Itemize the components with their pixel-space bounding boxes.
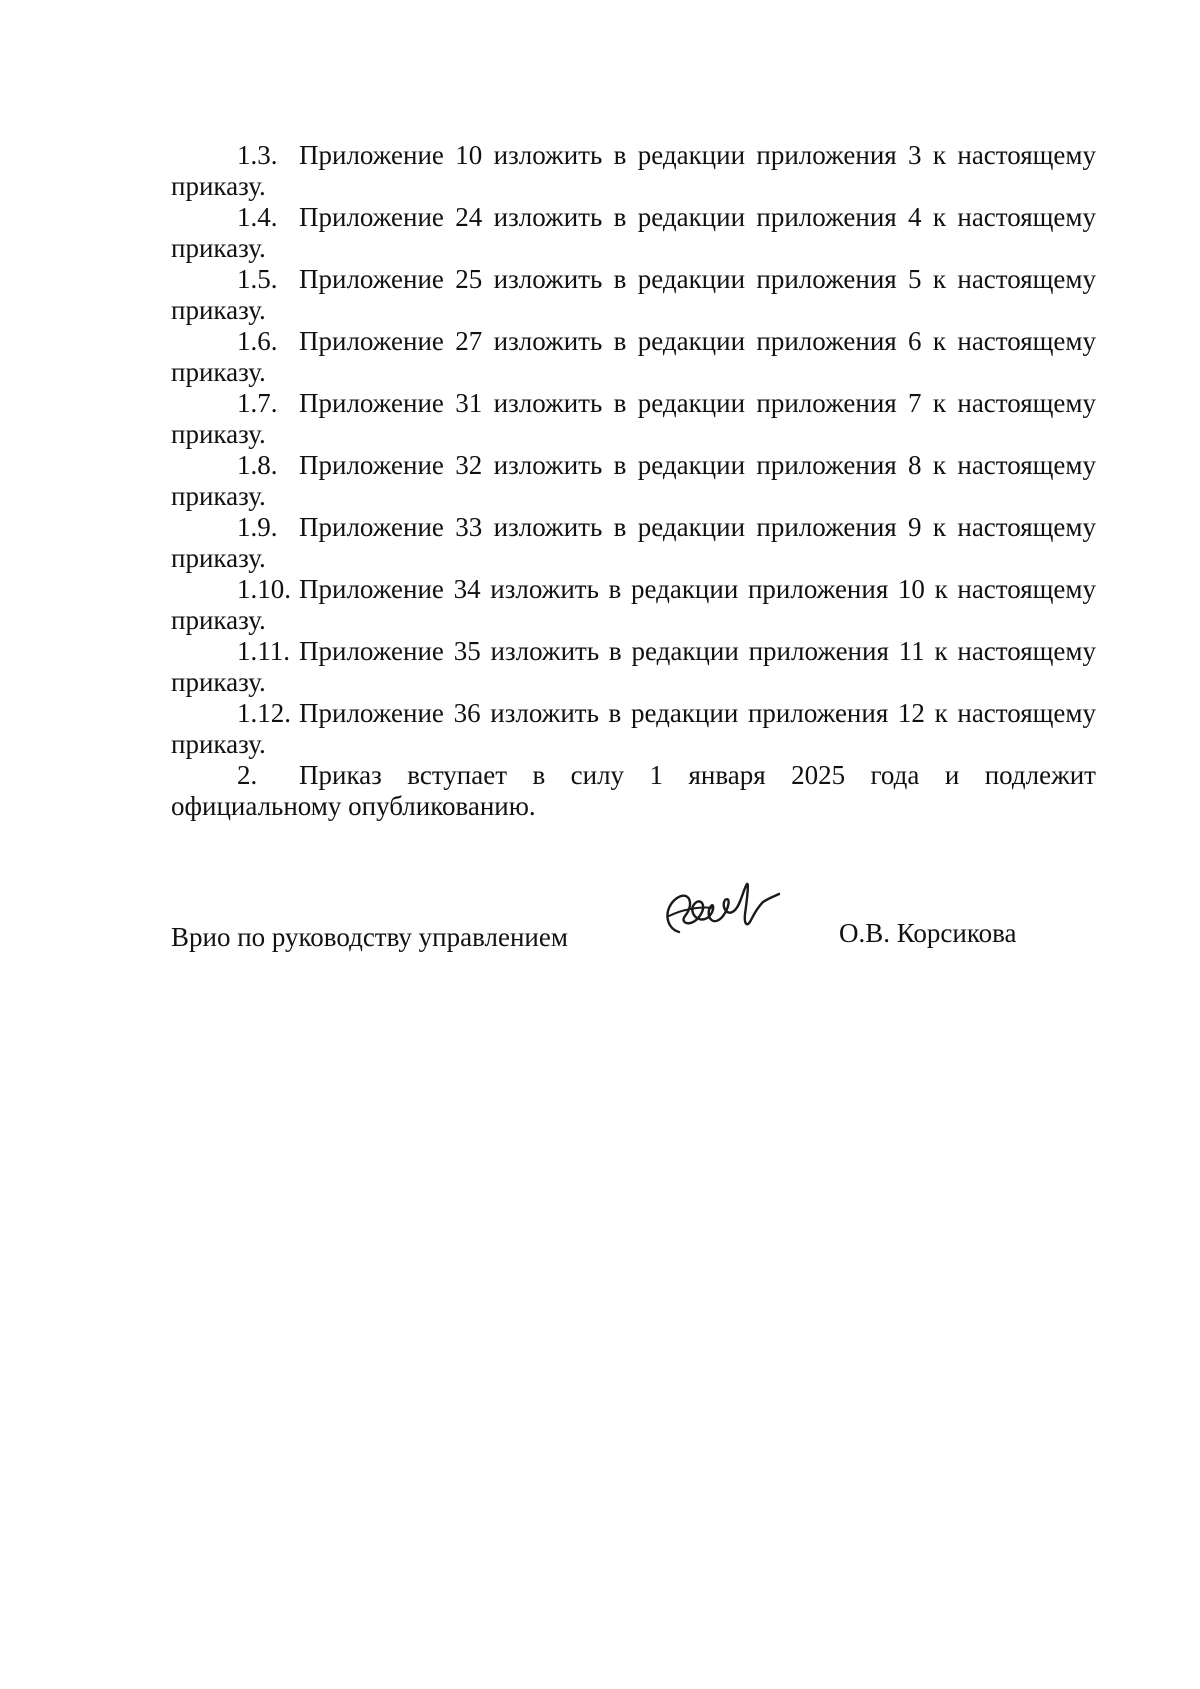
item-continuation: приказу. (171, 667, 266, 697)
document-body (171, 140, 1096, 822)
handwritten-signature (651, 870, 791, 950)
signature-block (171, 910, 1051, 970)
list-item (171, 202, 1096, 264)
item-continuation: приказу. (171, 543, 266, 573)
item-text: Приложение 24 изложить в редакции приложения 4 к настоящему (299, 202, 1096, 232)
item-text: Приложение 36 изложить в редакции приложения 12 к настоящему (299, 698, 1096, 728)
item-continuation: приказу. (171, 481, 266, 511)
list-item (171, 140, 1096, 202)
signatory-name: О.В. Корсикова (839, 918, 1017, 948)
item-text: Приложение 31 изложить в редакции приложения 7 к настоящему (299, 388, 1096, 418)
item-number: 1.6. (237, 326, 278, 356)
item-number: 1.4. (237, 202, 278, 232)
item-number: 1.12. (237, 698, 291, 728)
list-item (171, 698, 1096, 760)
item-continuation: приказу. (171, 605, 266, 635)
item-text: Приложение 34 изложить в редакции приложения 10 к настоящему (299, 574, 1096, 604)
list-item (171, 760, 1096, 822)
item-continuation: приказу. (171, 233, 266, 263)
item-text: Приложение 32 изложить в редакции приложения 8 к настоящему (299, 450, 1096, 480)
item-text: Приложение 10 изложить в редакции приложения 3 к настоящему (299, 140, 1096, 170)
item-number: 2. (237, 760, 258, 790)
item-number: 1.3. (237, 140, 278, 170)
item-number: 1.11. (237, 636, 290, 666)
list-item (171, 512, 1096, 574)
item-text: Приложение 33 изложить в редакции приложения 9 к настоящему (299, 512, 1096, 542)
list-item (171, 388, 1096, 450)
item-text: Приложение 25 изложить в редакции приложения 5 к настоящему (299, 264, 1096, 294)
item-number: 1.9. (237, 512, 278, 542)
item-number: 1.8. (237, 450, 278, 480)
item-continuation: приказу. (171, 171, 266, 201)
list-item (171, 636, 1096, 698)
list-item (171, 450, 1096, 512)
item-continuation: приказу. (171, 357, 266, 387)
item-text: Приложение 27 изложить в редакции приложения 6 к настоящему (299, 326, 1096, 356)
item-text: Приказ вступает в силу 1 января 2025 года и подлежит (299, 760, 1096, 790)
item-continuation: приказу. (171, 295, 266, 325)
list-item (171, 326, 1096, 388)
item-text: Приложение 35 изложить в редакции приложения 11 к настоящему (299, 636, 1096, 666)
signatory-title: Врио по руководству управлением (171, 922, 568, 952)
list-item (171, 264, 1096, 326)
item-continuation: приказу. (171, 729, 266, 759)
item-number: 1.10. (237, 574, 291, 604)
list-item (171, 574, 1096, 636)
item-number: 1.5. (237, 264, 278, 294)
item-continuation: официальному опубликованию. (171, 791, 536, 821)
item-continuation: приказу. (171, 419, 266, 449)
item-number: 1.7. (237, 388, 278, 418)
